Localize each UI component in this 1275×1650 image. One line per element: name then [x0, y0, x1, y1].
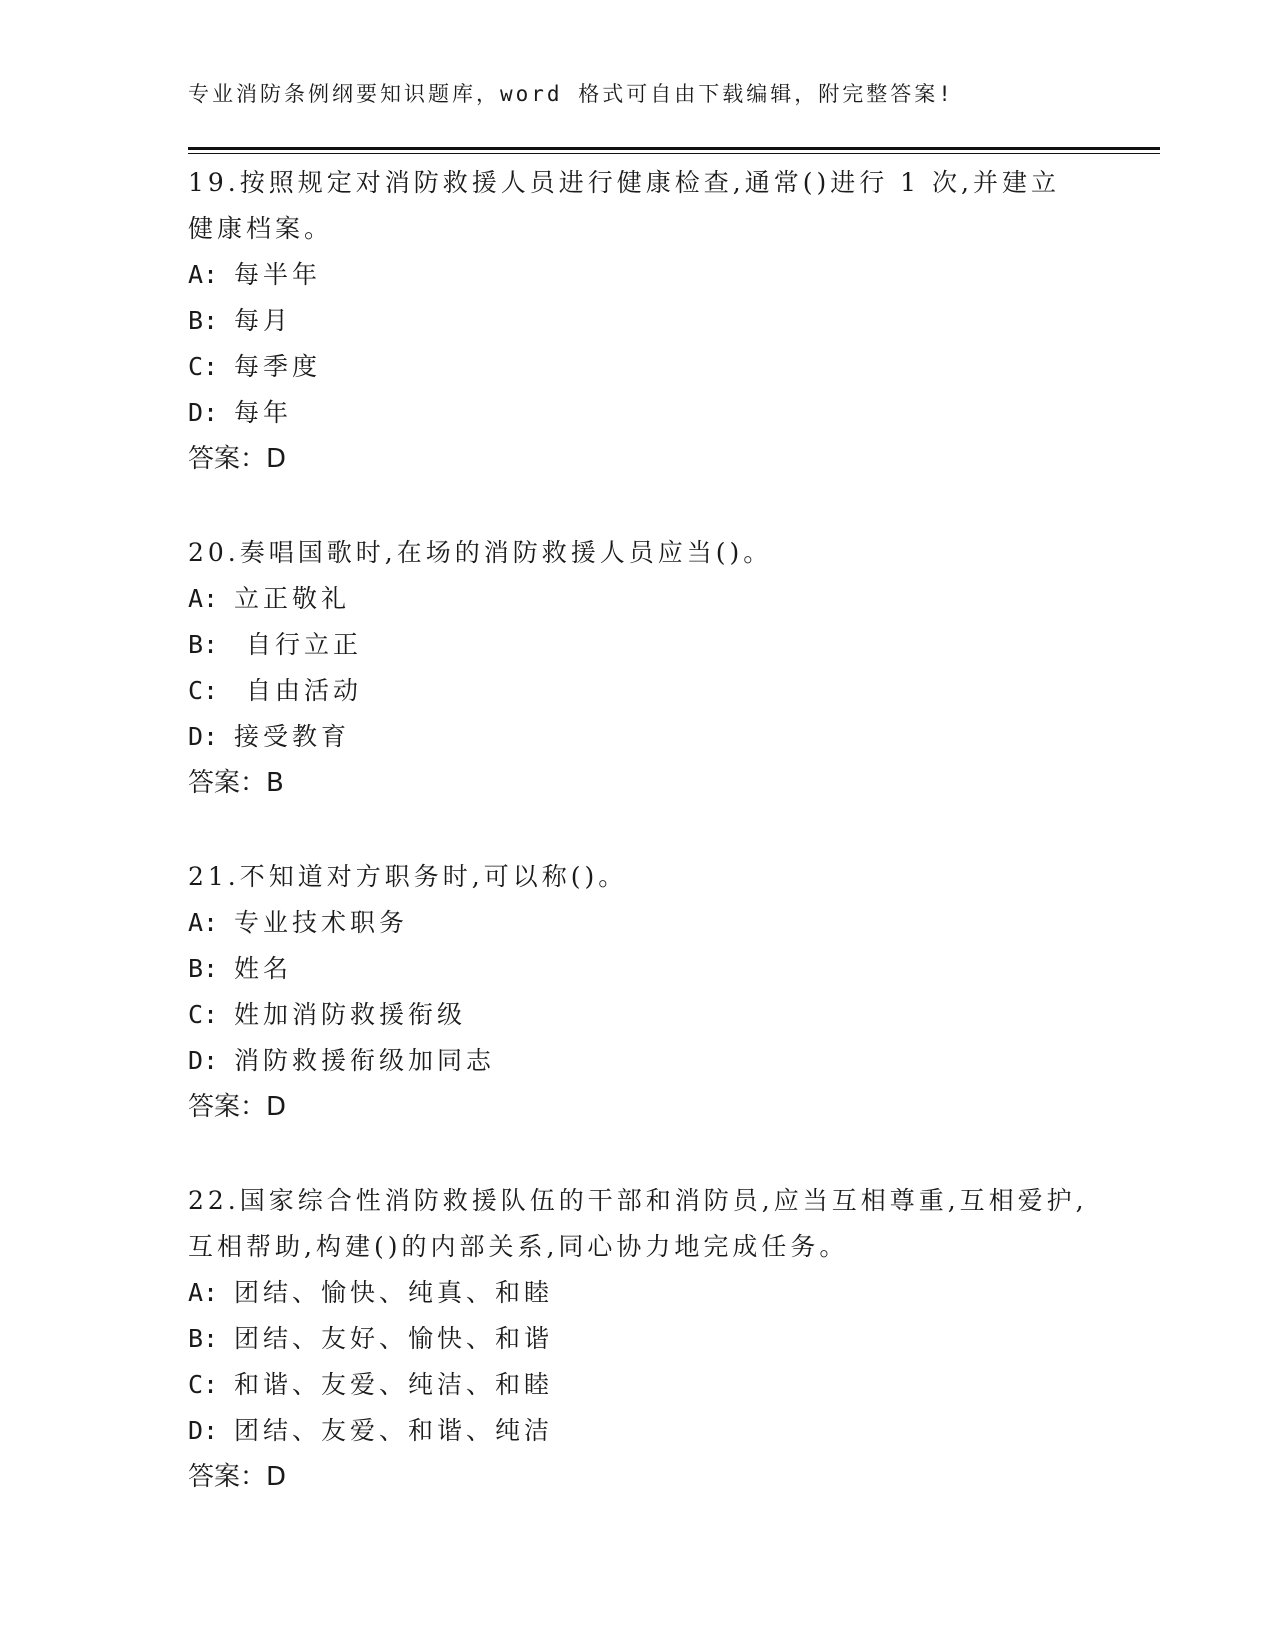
question-stem: 19.按照规定对消防救援人员进行健康检查,通常()进行 1 次,并建立健康档案。	[188, 168, 1060, 243]
option-row	[188, 900, 1088, 946]
option-row	[188, 992, 1088, 1038]
option-row	[188, 668, 1088, 714]
option-key: B:	[188, 306, 219, 335]
question-block	[188, 530, 1088, 806]
option-row	[188, 1270, 1088, 1316]
option-key: B:	[188, 1324, 219, 1353]
option-key: A:	[188, 584, 219, 613]
option-row	[188, 622, 1088, 668]
option-text: 消防救援衔级加同志	[234, 1046, 496, 1075]
option-key: A:	[188, 1278, 219, 1307]
option-key: C:	[188, 1000, 219, 1029]
option-row	[188, 252, 1088, 298]
answer-line: 答案：D	[188, 1462, 287, 1492]
option-row	[188, 390, 1088, 436]
option-row	[188, 1362, 1088, 1408]
option-text: 每季度	[234, 352, 322, 381]
page-header: 专业消防条例纲要知识题库，word 格式可自由下载编辑，附完整答案!	[188, 82, 954, 106]
option-key: B:	[188, 630, 219, 659]
option-text: 团结、友好、愉快、和谐	[234, 1324, 554, 1353]
option-key: B:	[188, 954, 219, 983]
option-key: C:	[188, 676, 219, 705]
option-key: D:	[188, 1416, 219, 1445]
option-text: 每月	[234, 306, 293, 335]
option-row	[188, 1316, 1088, 1362]
option-text: 姓加消防救援衔级	[234, 1000, 467, 1029]
option-text: 自行立正	[234, 630, 362, 659]
question-stem: 21.不知道对方职务时,可以称()。	[188, 862, 628, 891]
option-row	[188, 1408, 1088, 1454]
option-key: D:	[188, 722, 219, 751]
question-list	[188, 160, 1088, 1548]
option-key: D:	[188, 398, 219, 427]
option-row	[188, 298, 1088, 344]
option-text: 姓名	[234, 954, 293, 983]
answer-line: 答案：D	[188, 1092, 287, 1122]
option-key: C:	[188, 352, 219, 381]
answer-line: 答案：B	[188, 768, 284, 798]
header-rule-thin	[188, 153, 1160, 154]
question-block	[188, 160, 1088, 482]
option-key: D:	[188, 1046, 219, 1075]
option-text: 自由活动	[234, 676, 362, 705]
question-block	[188, 854, 1088, 1130]
option-key: C:	[188, 1370, 219, 1399]
option-key: A:	[188, 260, 219, 289]
option-text: 专业技术职务	[234, 908, 409, 937]
option-text: 接受教育	[234, 722, 351, 751]
answer-line: 答案：D	[188, 444, 287, 474]
option-row	[188, 946, 1088, 992]
question-block	[188, 1178, 1088, 1500]
option-text: 立正敬礼	[234, 584, 351, 613]
question-stem: 20.奏唱国歌时,在场的消防救援人员应当()。	[188, 538, 773, 567]
header-rule	[188, 147, 1160, 150]
option-row	[188, 344, 1088, 390]
option-row	[188, 576, 1088, 622]
option-row	[188, 1038, 1088, 1084]
question-stem: 22.国家综合性消防救援队伍的干部和消防员,应当互相尊重,互相爱护,互相帮助,构建()的内部关系,同心协力地完成任务。	[188, 1186, 1088, 1261]
option-text: 团结、愉快、纯真、和睦	[234, 1278, 554, 1307]
option-text: 团结、友爱、和谐、纯洁	[234, 1416, 554, 1445]
option-key: A:	[188, 908, 219, 937]
option-row	[188, 714, 1088, 760]
option-text: 和谐、友爱、纯洁、和睦	[234, 1370, 554, 1399]
option-text: 每年	[234, 398, 293, 427]
option-text: 每半年	[234, 260, 322, 289]
